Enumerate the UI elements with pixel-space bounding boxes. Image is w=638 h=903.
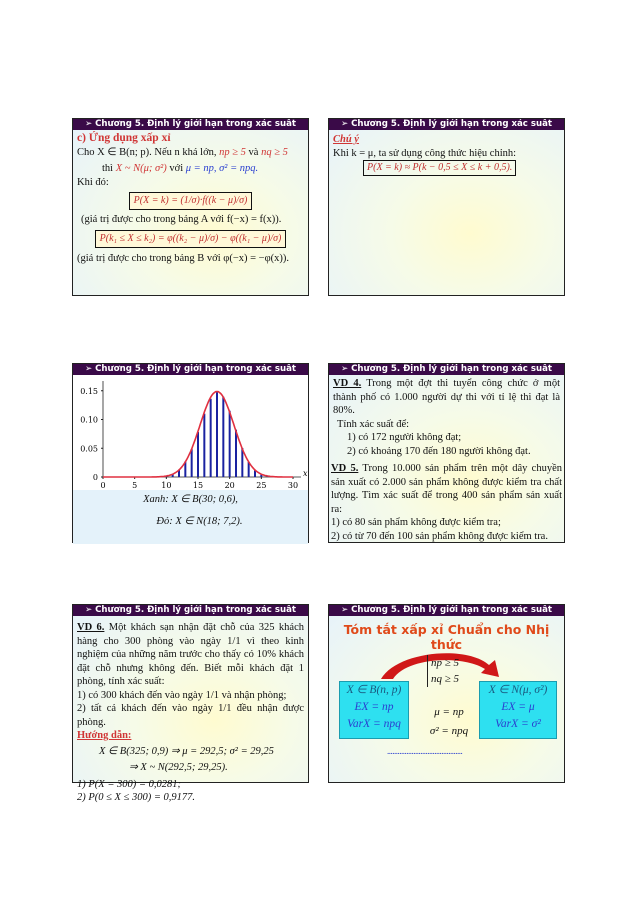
text: 2) có khoảng 170 đến 180 người không đạt. — [347, 445, 531, 457]
y-tick-label: 0.05 — [80, 444, 98, 454]
text: với — [166, 163, 186, 174]
slide-header: ➢ Chương 5. Định lý giới hạn trong xác suất — [329, 119, 564, 130]
text: thì — [102, 163, 116, 174]
x-axis-label: x — [303, 469, 308, 478]
math: X ∈ B(325; 0,9) ⇒ μ = 292,5; σ² = 29,25 — [99, 745, 274, 757]
formula-box: P(X = k) ≈ P(k − 0,5 ≤ X ≤ k + 0,5). — [363, 160, 516, 176]
example-label: VD 5. — [331, 463, 359, 474]
x-tick-label: 30 — [287, 481, 299, 490]
y-tick-label: 0.10 — [80, 415, 98, 425]
section-title: c) Ứng dụng xấp xỉ — [77, 132, 171, 144]
text: 2) tất cả khách đến vào ngày 1/1 đều nhận được phòng. — [77, 703, 304, 728]
math: VarX = σ² — [495, 718, 541, 730]
math: EX = np — [354, 701, 394, 713]
text: và — [245, 146, 262, 158]
math: X ~ N(μ; σ²) — [115, 163, 167, 174]
x-tick-label: 10 — [161, 481, 172, 490]
note: (giá trị được cho trong bảng B với φ(−x) = −φ(x)). — [77, 252, 290, 264]
result: 2) P(0 ≤ X ≤ 300) = 0,9177. — [77, 792, 196, 803]
y-tick-label: 0.15 — [80, 386, 98, 396]
formula-box: P(k₁ ≤ X ≤ k₂) = φ((k₂ − μ)/σ) − φ((k₁ − μ)/σ) — [95, 230, 287, 248]
math: np ≥ 5 — [219, 146, 246, 158]
example-label: VD 4. — [333, 378, 362, 389]
math: ⇒ X ~ N(292,5; 29,25). — [129, 762, 228, 773]
result: 1) P(X = 300) = 0,0281; — [77, 778, 181, 790]
text: Khi k = μ, ta sử dụng công thức hiệu chỉnh: — [333, 147, 517, 159]
math: μ = np, σ² = npq. — [185, 163, 259, 174]
text: 1) có 80 sản phẩm không được kiểm tra; — [331, 517, 501, 528]
slide-header: ➢ Chương 5. Định lý giới hạn trong xác suất — [73, 605, 308, 616]
text: 1) có 300 khách đến vào ngày 1/1 và nhận phòng; — [77, 689, 287, 701]
dotted-line: ........................................... — [387, 746, 463, 756]
example-label: VD 6. — [77, 622, 105, 633]
y-tick-label: 0 — [92, 473, 98, 482]
slide-note — [328, 118, 565, 296]
slide-header: ➢ Chương 5. Định lý giới hạn trong xác suất — [73, 119, 308, 130]
summary-title: Tóm tắt xấp xỉ Chuẩn cho Nhị thức — [343, 622, 550, 652]
x-tick-label: 0 — [100, 481, 106, 490]
slide-examples-4-5 — [328, 363, 565, 543]
text: 2) có từ 70 đến 100 sản phẩm không được kiểm tra. — [331, 530, 548, 542]
binomial-box — [339, 681, 409, 739]
note: (giá trị được cho trong bảng A với f(−x) = f(x)). — [81, 213, 282, 225]
math: μ = np — [434, 706, 464, 718]
slide-chart — [72, 363, 309, 543]
formula-box: P(X = k) = (1/σ)·f((k − μ)/σ) — [129, 192, 253, 210]
text: 1) có 172 người không đạt; — [347, 432, 462, 443]
text: Trong 10.000 sản phẩm trên một dây chuyền sản xuất có 2.000 sản phẩm không được kiểm tra chất lượng. Tìm xác suất để trong 400 sản phẩm sản xuất ra: — [331, 463, 562, 515]
x-tick-label: 25 — [256, 481, 267, 490]
caption-binomial: Xanh: X ∈ B(30; 0,6), — [143, 494, 238, 505]
slide-example-6 — [72, 604, 309, 803]
condition: np ≥ 5 — [431, 657, 460, 669]
math: EX = μ — [501, 701, 535, 713]
text: Cho X ∈ B(n; p). Nếu n khá lớn, — [77, 146, 220, 158]
condition: nq ≥ 5 — [431, 673, 460, 685]
math: X ∈ B(n, p) — [346, 684, 402, 696]
text: Một khách sạn nhận đặt chỗ của 325 khách hàng cho 300 phòng vào ngày 1/1 vì theo kinh nghiệm của những năm trước cho thấy có 10% khách đặt chỗ nhưng không đến. Biết mỗi khách đặt 1 phòng, tính xác suất: — [77, 622, 304, 687]
math: VarX = npq — [347, 718, 401, 730]
text: Trong một đợt thi tuyển công chức ở một thành phố có 1.000 người dự thi với tỉ lệ thi đạt là 80%. — [333, 378, 560, 416]
slide-header: ➢ Chương 5. Định lý giới hạn trong xác suất — [73, 364, 308, 375]
text: Khi đó: — [77, 176, 109, 188]
normal-box — [479, 681, 557, 739]
math: σ² = npq — [429, 725, 469, 737]
slide-header: ➢ Chương 5. Định lý giới hạn trong xác suất — [329, 605, 564, 616]
x-tick-label: 20 — [224, 481, 235, 490]
hint-title: Hướng dẫn: — [77, 730, 132, 741]
math: nq ≥ 5 — [261, 146, 288, 158]
x-tick-label: 15 — [192, 481, 204, 490]
caption-normal: Đỏ: X ∈ N(18; 7,2). — [156, 515, 243, 527]
x-tick-label: 5 — [132, 481, 138, 490]
slide-header: ➢ Chương 5. Định lý giới hạn trong xác suất — [329, 364, 564, 375]
distribution-chart — [73, 375, 308, 490]
text: Tính xác suất để: — [337, 418, 410, 430]
slide-summary — [328, 604, 565, 783]
math: X ∈ N(μ, σ²) — [488, 684, 548, 696]
slide-approximation — [72, 118, 309, 296]
note-title: Chú ý — [333, 134, 359, 145]
